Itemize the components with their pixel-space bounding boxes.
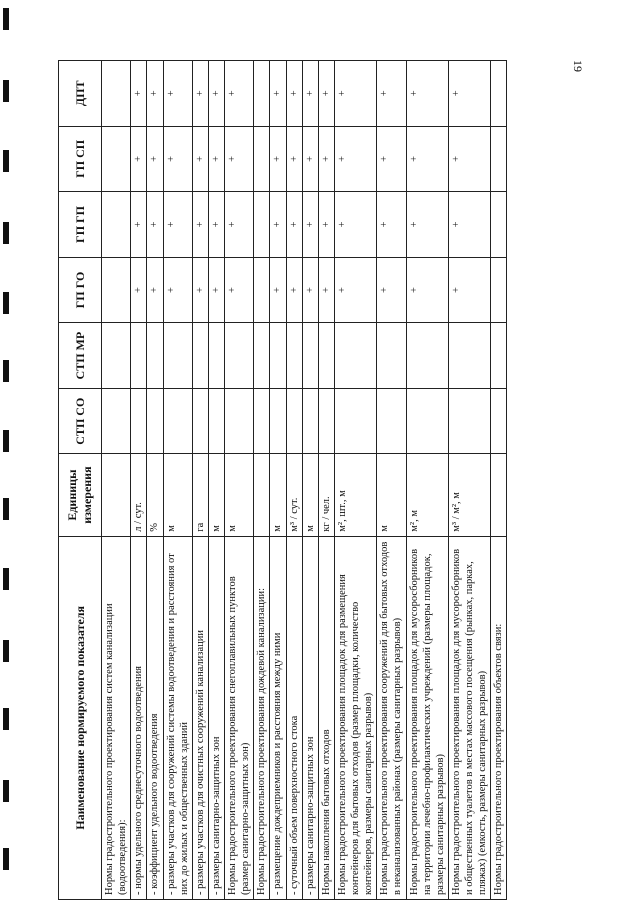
row-flag (254, 257, 270, 323)
binding-mark (3, 498, 9, 520)
row-flag (254, 126, 270, 192)
row-flag (491, 323, 507, 389)
row-flag (286, 323, 302, 389)
row-name: - размещение дождеприемников и расстояния между ними (270, 536, 286, 899)
row-flag (334, 388, 376, 454)
table-row (131, 61, 147, 900)
header-gp-sp: ГП СП (59, 126, 102, 192)
table-row (163, 61, 192, 900)
row-flag (491, 388, 507, 454)
table-row (491, 61, 507, 900)
table-row (318, 61, 334, 900)
header-stp-mr: СТП МР (59, 323, 102, 389)
row-flag: + (406, 126, 448, 192)
binding-mark (3, 80, 9, 102)
row-flag (318, 323, 334, 389)
row-unit: м², м (406, 454, 448, 536)
row-flag: + (448, 257, 490, 323)
row-flag: + (131, 257, 147, 323)
row-flag (377, 323, 406, 389)
table-row (334, 61, 376, 900)
table-row (377, 61, 406, 900)
row-flag (491, 257, 507, 323)
row-unit (102, 454, 131, 536)
row-flag: + (334, 61, 376, 127)
table-header-row (59, 61, 102, 900)
row-flag: + (334, 192, 376, 258)
row-unit: м², шт., м (334, 454, 376, 536)
row-flag (192, 388, 208, 454)
row-unit (491, 454, 507, 536)
row-flag (147, 388, 163, 454)
row-name: - размеры участков для очистных сооружений канализации (192, 536, 208, 899)
row-unit: м³ / сут. (286, 454, 302, 536)
table-row (406, 61, 448, 900)
row-flag: + (377, 126, 406, 192)
header-dpt: ДПТ (59, 61, 102, 127)
row-name: Нормы градостроительного проектирования площадок для мусоросборников и общественных туалетов в местах массового посещения (рынках, парках, пляжах) (емкость, размеры санитарных разрывов) (448, 536, 490, 899)
row-flag (334, 323, 376, 389)
row-name: - коэффициент удельного водоотведения (147, 536, 163, 899)
row-flag (192, 323, 208, 389)
row-flag: + (225, 126, 254, 192)
binding-mark (3, 848, 9, 870)
row-flag: + (192, 61, 208, 127)
row-flag (147, 323, 163, 389)
row-name: Нормы градостроительного проектирования снегоплавильных пунктов (размер санитарно-защитных зон) (225, 536, 254, 899)
table-row (192, 61, 208, 900)
table-row (208, 61, 224, 900)
binding-mark (3, 568, 9, 590)
row-flag: + (147, 192, 163, 258)
table-row (286, 61, 302, 900)
row-unit: м (270, 454, 286, 536)
row-flag: + (131, 61, 147, 127)
binding-mark (3, 8, 9, 30)
row-flag: + (192, 126, 208, 192)
row-flag: + (131, 192, 147, 258)
table-row (302, 61, 318, 900)
row-flag (377, 388, 406, 454)
row-flag: + (192, 257, 208, 323)
row-flag (102, 388, 131, 454)
row-flag (254, 388, 270, 454)
binding-mark (3, 150, 9, 172)
row-flag (318, 388, 334, 454)
row-flag: + (334, 126, 376, 192)
row-name: - суточный объем поверхностного стока (286, 536, 302, 899)
row-flag: + (163, 257, 192, 323)
row-flag (163, 323, 192, 389)
row-flag (406, 388, 448, 454)
row-unit: % (147, 454, 163, 536)
row-unit: кг / чел. (318, 454, 334, 536)
row-flag: + (192, 192, 208, 258)
row-name: Нормы градостроительного проектирования объектов связи: (491, 536, 507, 899)
row-flag: + (131, 126, 147, 192)
row-flag: + (406, 61, 448, 127)
row-flag: + (270, 61, 286, 127)
row-unit: м (163, 454, 192, 536)
table-row (102, 61, 131, 900)
row-flag (448, 323, 490, 389)
row-flag: + (208, 192, 224, 258)
row-flag: + (318, 126, 334, 192)
binding-mark (3, 640, 9, 662)
row-flag: + (286, 61, 302, 127)
page-number: 19 (571, 60, 585, 72)
row-unit (254, 454, 270, 536)
binding-mark (3, 222, 9, 244)
row-flag (491, 61, 507, 127)
row-name: Нормы накопления бытовых отходов (318, 536, 334, 899)
row-flag: + (208, 126, 224, 192)
row-unit: га (192, 454, 208, 536)
row-flag (254, 61, 270, 127)
row-unit: л / сут. (131, 454, 147, 536)
row-flag (254, 323, 270, 389)
header-gp-go: ГП ГО (59, 257, 102, 323)
row-flag (102, 323, 131, 389)
header-unit: Единицы измерения (59, 454, 102, 536)
row-flag (302, 388, 318, 454)
row-flag: + (225, 257, 254, 323)
row-flag (102, 257, 131, 323)
row-flag (131, 388, 147, 454)
row-name: Нормы градостроительного проектирования систем канализации (водоотведения): (102, 536, 131, 899)
binding-mark (3, 708, 9, 730)
row-flag (406, 323, 448, 389)
row-flag: + (163, 61, 192, 127)
row-unit: м (377, 454, 406, 536)
row-flag: + (208, 257, 224, 323)
header-name: Наименование нормируемого показателя (59, 536, 102, 899)
row-name: - размеры санитарно-защитных зон (302, 536, 318, 899)
binding-mark (3, 360, 9, 382)
binding-mark (3, 430, 9, 452)
row-flag: + (225, 192, 254, 258)
row-flag: + (448, 126, 490, 192)
row-flag: + (147, 126, 163, 192)
row-flag: + (286, 126, 302, 192)
row-flag (448, 388, 490, 454)
row-flag: + (270, 126, 286, 192)
row-flag: + (270, 257, 286, 323)
binding-marks (0, 0, 14, 905)
row-flag: + (208, 61, 224, 127)
row-flag: + (302, 126, 318, 192)
table-body (102, 61, 507, 900)
row-flag (491, 192, 507, 258)
row-flag: + (318, 192, 334, 258)
row-flag (131, 323, 147, 389)
row-flag: + (334, 257, 376, 323)
row-unit: м (225, 454, 254, 536)
row-name: Нормы градостроительного проектирования сооружений для бытовых отходов в неканализованных районах (размеры санитарных разрывов) (377, 536, 406, 899)
row-name: - размеры санитарно-защитных зон (208, 536, 224, 899)
norms-table (58, 60, 507, 900)
row-flag: + (406, 192, 448, 258)
row-name: Нормы градостроительного проектирования площадок для мусоросборников на территории лечебно-профилактических учреждений (размеры площадок, размеры санитарных разрывов) (406, 536, 448, 899)
row-flag (286, 388, 302, 454)
row-flag: + (302, 61, 318, 127)
row-flag: + (377, 257, 406, 323)
header-gp-gp: ГП ГП (59, 192, 102, 258)
binding-mark (3, 292, 9, 314)
row-flag (208, 323, 224, 389)
row-name: - размеры участков для сооружений системы водоотведения и расстояния от них до жилых и общественных зданий (163, 536, 192, 899)
table-row (147, 61, 163, 900)
row-flag: + (286, 192, 302, 258)
row-flag (270, 388, 286, 454)
row-name: - нормы удельного среднесуточного водоотведения (131, 536, 147, 899)
row-flag: + (302, 257, 318, 323)
table-row (270, 61, 286, 900)
row-flag (102, 61, 131, 127)
row-unit: м (302, 454, 318, 536)
row-flag (163, 388, 192, 454)
row-flag (102, 126, 131, 192)
row-flag: + (318, 257, 334, 323)
row-flag: + (302, 192, 318, 258)
row-flag (254, 192, 270, 258)
row-flag: + (163, 126, 192, 192)
row-flag (225, 323, 254, 389)
row-flag (491, 126, 507, 192)
header-stp-so: СТП СО (59, 388, 102, 454)
norms-table-area (58, 60, 578, 900)
table-row (225, 61, 254, 900)
row-flag (208, 388, 224, 454)
row-flag: + (147, 257, 163, 323)
row-unit: м (208, 454, 224, 536)
row-flag (225, 388, 254, 454)
row-flag: + (286, 257, 302, 323)
row-flag (270, 323, 286, 389)
row-flag: + (270, 192, 286, 258)
row-flag: + (147, 61, 163, 127)
row-flag: + (406, 257, 448, 323)
row-flag (302, 323, 318, 389)
table-row (448, 61, 490, 900)
row-unit: м³ / м², м (448, 454, 490, 536)
row-flag: + (318, 61, 334, 127)
row-flag: + (448, 61, 490, 127)
row-name: Нормы градостроительного проектирования дождевой канализации: (254, 536, 270, 899)
row-flag: + (377, 61, 406, 127)
row-flag: + (163, 192, 192, 258)
row-flag (102, 192, 131, 258)
row-flag: + (225, 61, 254, 127)
binding-mark (3, 780, 9, 802)
row-name: Нормы градостроительного проектирования площадок для размещения контейнеров для бытовых отходов (размер площадки, количество контейнеров, размеры санитарных разрывов) (334, 536, 376, 899)
row-flag: + (448, 192, 490, 258)
table-row (254, 61, 270, 900)
row-flag: + (377, 192, 406, 258)
